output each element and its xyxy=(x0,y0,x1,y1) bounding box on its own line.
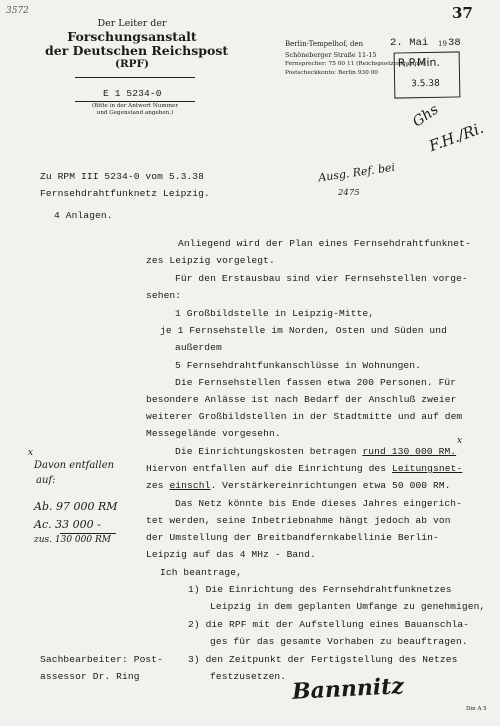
body-line: Messegelände vorgesehn. xyxy=(146,428,281,439)
clerk-line: Sachbearbeiter: Post- xyxy=(40,654,164,665)
request-item: 2) die RPF mit der Aufstellung eines Bauanschla- xyxy=(188,619,470,630)
reference-number: E 1 5234-0 xyxy=(103,88,162,99)
request-item: 1) Die Einrichtung des Fernsehdrahtfunknetzes xyxy=(188,584,452,595)
handwritten-note-number: 2475 xyxy=(338,188,360,198)
year-prefix: 19 xyxy=(438,40,447,48)
postal-account: Postscheckkonto: Berlin 930 00 xyxy=(285,70,378,76)
archive-mark: 3572 xyxy=(6,6,29,16)
list-item: 1 Großbildstelle in Leipzig-Mitte, xyxy=(175,308,375,319)
body-line: Ich beantrage, xyxy=(160,567,243,578)
request-item: 3) den Zeitpunkt der Fertigstellung des Netzes xyxy=(188,654,458,665)
list-item: außerdem xyxy=(175,342,222,353)
street-address: Schöneberger Straße 11-15 xyxy=(285,51,377,59)
handwritten-initials: Ghs xyxy=(409,101,442,131)
body-line: weiterer Großbildstellen in der Stadtmitte und auf dem xyxy=(146,411,463,422)
body-line: zes Leipzig vorgelegt. xyxy=(146,255,275,266)
handwritten-reference: F.H./Ri. xyxy=(426,118,486,156)
body-line xyxy=(146,463,462,474)
list-item: 5 Fernsehdrahtfunkanschlüsse in Wohnungen. xyxy=(175,360,422,371)
body-line: Leipzig auf das 4 MHz - Band. xyxy=(146,549,316,560)
margin-note: auf: xyxy=(36,475,56,486)
stamp-date: 3.5.38 xyxy=(411,78,440,90)
form-code: Din A 5 xyxy=(466,706,487,712)
institution-name-2: der Deutschen Reichspost xyxy=(45,43,229,58)
body-line: Die Fernsehstellen fassen etwa 200 Personen. Für xyxy=(175,377,457,388)
handwritten-x-mark: x xyxy=(457,436,463,446)
request-item: ges für das gesamte Vorhaben zu beauftragen. xyxy=(210,636,468,647)
institution-name: Forschungsanstalt xyxy=(67,29,197,44)
enclosures: 4 Anlagen. xyxy=(54,210,113,221)
cost-highlight: einschl xyxy=(169,480,211,491)
request-item: festzusetzen. xyxy=(210,671,287,682)
page-number: 37 xyxy=(452,4,473,22)
cost-text: zes xyxy=(146,480,170,491)
subject-title: Fernsehdrahtfunknetz Leipzig. xyxy=(40,188,210,199)
cost-text: . Verstärkereinrichtungen etwa 50 000 RM. xyxy=(210,480,451,491)
margin-x-mark: x xyxy=(28,448,34,458)
cost-highlight: Leitungsnet- xyxy=(392,463,463,474)
handwritten-note: Ausg. Ref. bei xyxy=(317,160,396,185)
cost-text: Die Einrichtungskosten betragen xyxy=(175,446,363,457)
letter-date: 2. Mai xyxy=(390,37,429,49)
list-item: je 1 Fernsehstelle im Norden, Osten und Süden und xyxy=(160,325,448,336)
signature: Bannnitz xyxy=(291,673,405,705)
margin-note: Ab. 97 000 RM xyxy=(34,500,118,513)
body-line xyxy=(146,480,451,491)
letterhead-title: Der Leiter der xyxy=(97,18,167,29)
stamp-title: R.P.Min. xyxy=(397,55,441,70)
reference-note-2: und Gegenstand angeben.) xyxy=(96,110,174,116)
margin-note: Ac. 33 000 - xyxy=(34,518,101,531)
body-line: sehen: xyxy=(146,290,182,301)
letter-year: 38 xyxy=(448,37,461,49)
ref-rule-top xyxy=(75,77,195,78)
body-line: besondere Anlässe ist nach Bedarf der Anschluß zweier xyxy=(146,394,457,405)
subject-reference: Zu RPM III 5234-0 vom 5.3.38 xyxy=(40,171,205,182)
place-label: Berlin-Tempelhof, den xyxy=(285,40,364,48)
body-line xyxy=(175,446,456,457)
body-line: Für den Erstausbau sind vier Fernsehstellen vorge- xyxy=(175,273,468,284)
margin-note: zus. 130 000 RM xyxy=(34,535,111,545)
body-line: der Umstellung der Breitbandfernkabellinie Berlin- xyxy=(146,532,439,543)
clerk-line-2: assessor Dr. Ring xyxy=(40,671,140,682)
body-line: Anliegend wird der Plan eines Fernsehdrahtfunknet- xyxy=(178,238,471,249)
cost-total: rund 130 000 RM. xyxy=(362,446,457,457)
margin-note: Davon entfallen xyxy=(34,460,115,471)
body-line: tet werden, seine Inbetriebnahme hängt jedoch ab von xyxy=(146,515,451,526)
cost-text: Hiervon entfallen auf die Einrichtung des xyxy=(146,463,393,474)
receipt-stamp xyxy=(394,51,461,98)
reference-note: (Bitte in der Antwort Nummer xyxy=(91,103,178,109)
body-line: Das Netz könnte bis Ende dieses Jahres eingerich- xyxy=(175,498,463,509)
request-item: Leipzig in dem geplanten Umfange zu genehmigen, xyxy=(210,601,486,612)
ref-rule-bottom xyxy=(75,101,195,102)
margin-sum-rule xyxy=(60,533,116,534)
institution-abbr: (RPF) xyxy=(114,58,149,70)
phone-line: Fernsprecher: 75 00 11 (Reichspostzentralamt) xyxy=(285,61,425,67)
